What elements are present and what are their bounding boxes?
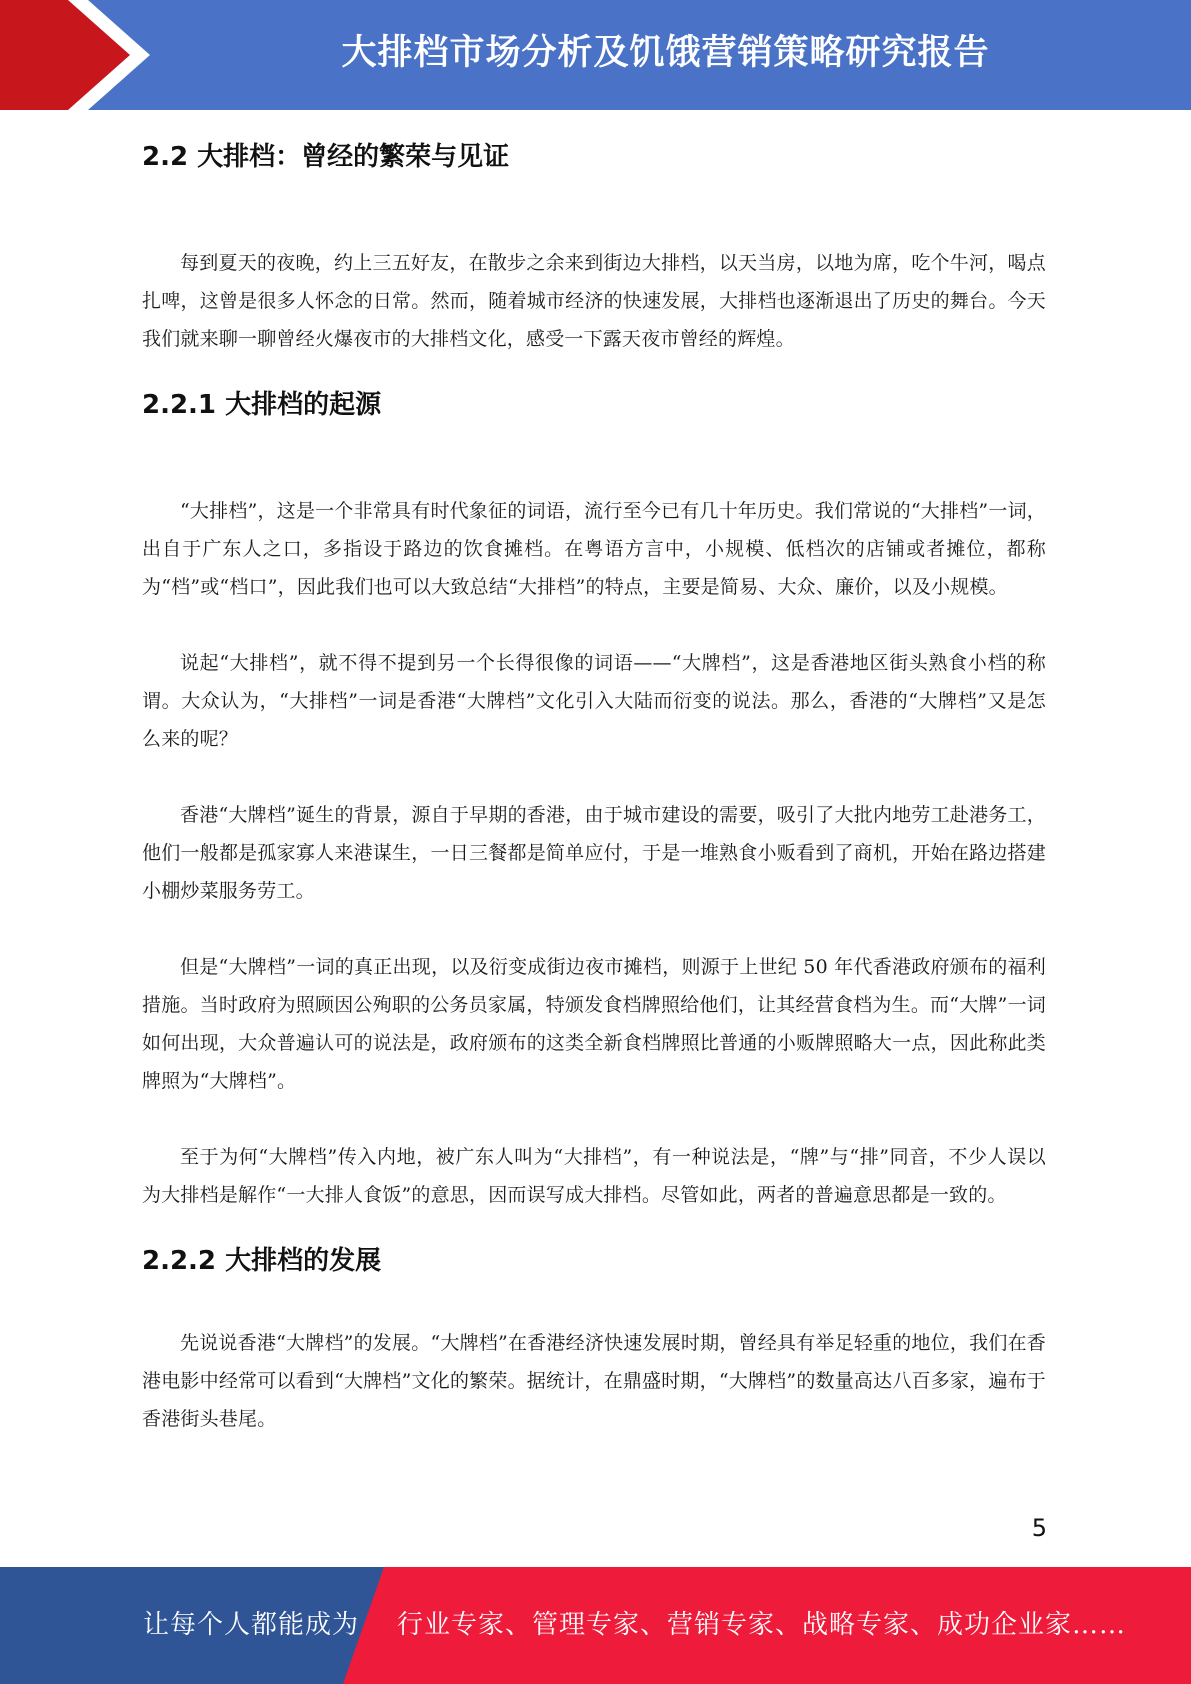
header-banner [0, 0, 1191, 110]
footer-banner [0, 1567, 1191, 1684]
document-body [142, 122, 1046, 1438]
paragraph: 每到夏天的夜晚，约上三五好友，在散步之余来到街边大排档，以天当房，以地为席，吃个牛河，喝点扎啤，这曾是很多人怀念的日常。然而，随着城市经济的快速发展，大排档也逐渐退出了历史的舞台。今天我们就来聊一聊曾经火爆夜市的大排档文化，感受一下露天夜市曾经的辉煌。 [142, 252, 1046, 350]
footer-slogan-right: 行业专家、管理专家、营销专家、战略专家、成功企业家…… [397, 1610, 1127, 1640]
section-heading-2-2-2: 2.2.2 大排档的发展 [142, 1246, 382, 1276]
paragraph: 但是“大牌档”一词的真正出现，以及衍变成街边夜市摊档，则源于上世纪 50 年代香港政府颁布的福利措施。当时政府为照顾因公殉职的公务员家属，特颁发食档牌照给他们，让其经营食档为生。而“大牌”一词如何出现，大众普遍认可的说法是，政府颁布的这类全新食档牌照比普通的小贩牌照略大一点，因此称此类牌照为“大牌档”。 [142, 956, 1046, 1092]
section-heading-2-2-1: 2.2.1 大排档的起源 [142, 390, 382, 420]
header-arrow-icon [0, 0, 150, 110]
footer-slogan-left: 让每个人都能成为 [143, 1610, 360, 1640]
paragraph: 说起“大排档”，就不得不提到另一个长得很像的词语——“大牌档”，这是香港地区街头熟食小档的称谓。大众认为，“大排档”一词是香港“大牌档”文化引入大陆而衍变的说法。那么，香港的“大牌档”又是怎么来的呢？ [142, 652, 1046, 750]
paragraph: 先说说香港“大牌档”的发展。“大牌档”在香港经济快速发展时期，曾经具有举足轻重的地位，我们在香港电影中经常可以看到“大牌档”文化的繁荣。据统计，在鼎盛时期，“大牌档”的数量高达八百多家，遍布于香港街头巷尾。 [142, 1332, 1046, 1430]
paragraph: 至于为何“大牌档”传入内地，被广东人叫为“大排档”，有一种说法是，“牌”与“排”同音，不少人误以为大排档是解作“一大排人食饭”的意思，因而误写成大排档。尽管如此，两者的普遍意思都是一致的。 [142, 1146, 1046, 1206]
page-number: 5 [1031, 1514, 1047, 1542]
paragraph: 香港“大牌档”诞生的背景，源自于早期的香港，由于城市建设的需要，吸引了大批内地劳工赴港务工，他们一般都是孤家寡人来港谋生，一日三餐都是简单应付，于是一堆熟食小贩看到了商机，开始在路边搭建小棚炒菜服务劳工。 [142, 804, 1046, 902]
document-title: 大排档市场分析及饥饿营销策略研究报告 [341, 33, 990, 73]
paragraph: “大排档”，这是一个非常具有时代象征的词语，流行至今已有几十年历史。我们常说的“大排档”一词，出自于广东人之口，多指设于路边的饮食摊档。在粤语方言中，小规模、低档次的店铺或者摊位，都称为“档”或“档口”，因此我们也可以大致总结“大排档”的特点，主要是简易、大众、廉价，以及小规模。 [142, 500, 1046, 598]
section-heading-2-2: 2.2 大排档：曾经的繁荣与见证 [142, 142, 510, 172]
